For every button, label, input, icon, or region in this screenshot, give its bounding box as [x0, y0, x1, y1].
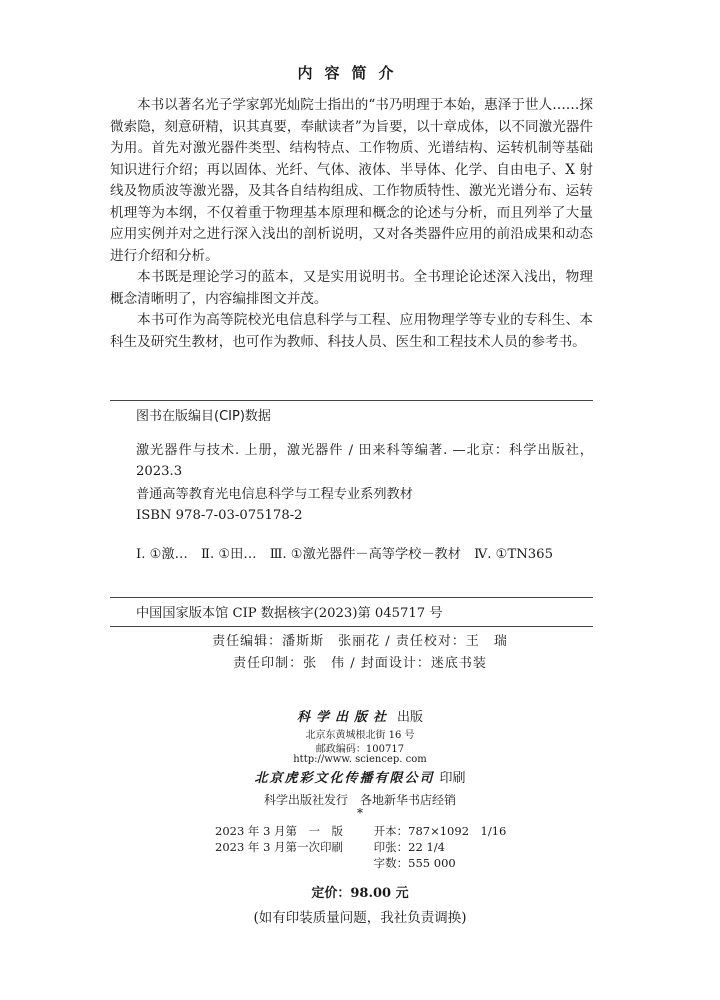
cip-record-block [136, 603, 593, 624]
intro-paragraph-2: 本书既是理论学习的蓝本，又是实用说明书。全书理论论述深入浅出，物理概念清晰明了，内容编排图文并茂。 [110, 269, 593, 307]
price-line: 定价：98.00 元 [311, 886, 409, 901]
cip-entry-block [136, 440, 593, 526]
cip-record: 中国国家版本馆 CIP 数据核字(2023)第 045717 号 [136, 606, 443, 621]
format-info: 开本：787×1092 1/16 [373, 824, 507, 838]
specs-block [215, 823, 506, 871]
edition-info: 2023 年 3 月第 一 版 [215, 824, 344, 838]
cip-heading: 图书在版编目(CIP)数据 [136, 409, 271, 424]
intro-section [110, 95, 593, 353]
divider-bottom [110, 626, 593, 627]
credits-line-2: 责任印制：张 伟 / 封面设计：迷底书装 [233, 656, 487, 671]
divider-middle [110, 597, 593, 598]
printer-action: 印刷 [439, 771, 466, 786]
printer-line [0, 767, 720, 786]
quality-notice: (如有印装质量问题，我社负责调换) [253, 910, 467, 926]
publisher-name: 科学出版社 [296, 710, 392, 725]
word-count-info: 字数：555 000 [373, 856, 456, 870]
publisher-line [0, 706, 720, 725]
publisher-website: http://www. sciencep. com [293, 754, 427, 765]
divider-top [110, 400, 593, 401]
cip-series: 普通高等教育光电信息科学与工程专业系列教材 [136, 487, 413, 502]
separator-asterisk: * [357, 806, 363, 820]
publisher-postcode: 邮政编码：100717 [315, 744, 405, 755]
cip-isbn: ISBN 978-7-03-075178-2 [136, 508, 303, 523]
intro-paragraph-1: 本书以著名光子学家郭光灿院士指出的“书乃明理于本始，惠泽于世人……探微索隐，刻意研精，识其真要，奉献读者”为旨要，以十章成体，以不同激光器件为用。首先对激光器件类型、结构特点、工作物质、光谱结构、运转机制等基础知识进行介绍；再以固体、光纤、气体、液体、半导体、化学、自由电子、X 射线及物质波等激光器，及其各自结构组成、工作物质特性、激光光谱分布、运转机理等为本纲，不仅着重于物理基本原理和概念的论述与分析，而且列举了大量应用实例并对之进行深入浅出的剖析说明，又对各类器件应用的前沿成果和动态进行介绍和分析。 [110, 97, 593, 264]
sheets-info: 印张：22 1/4 [373, 840, 445, 854]
distribution-line: 科学出版社发行 各地新华书店经销 [263, 793, 456, 807]
cip-classification: Ⅰ. ①激… Ⅱ. ①田… Ⅲ. ①激光器件－高等学校－教材 Ⅳ. ①TN365 [136, 547, 553, 562]
publisher-action: 出版 [397, 710, 424, 725]
printer-name: 北京虎彩文化传播有限公司 [254, 771, 435, 786]
printing-info: 2023 年 3 月第一次印刷 [215, 840, 344, 854]
cip-entry: 激光器件与技术. 上册，激光器件 / 田来科等编著. —北京：科学出版社，2023.3 [136, 443, 593, 479]
intro-title: 内容简介 [297, 64, 406, 82]
cip-classification-block [136, 544, 593, 565]
publisher-address: 北京东黄城根北街 16 号 [305, 730, 415, 741]
credits-line-1: 责任编辑：潘斯斯 张丽花 / 责任校对：王 瑞 [212, 634, 508, 649]
intro-paragraph-3: 本书可作为高等院校光电信息科学与工程、应用物理学等专业的专科生、本科生及研究生教材，也可作为教师、科技人员、医生和工程技术人员的参考书。 [110, 312, 593, 350]
